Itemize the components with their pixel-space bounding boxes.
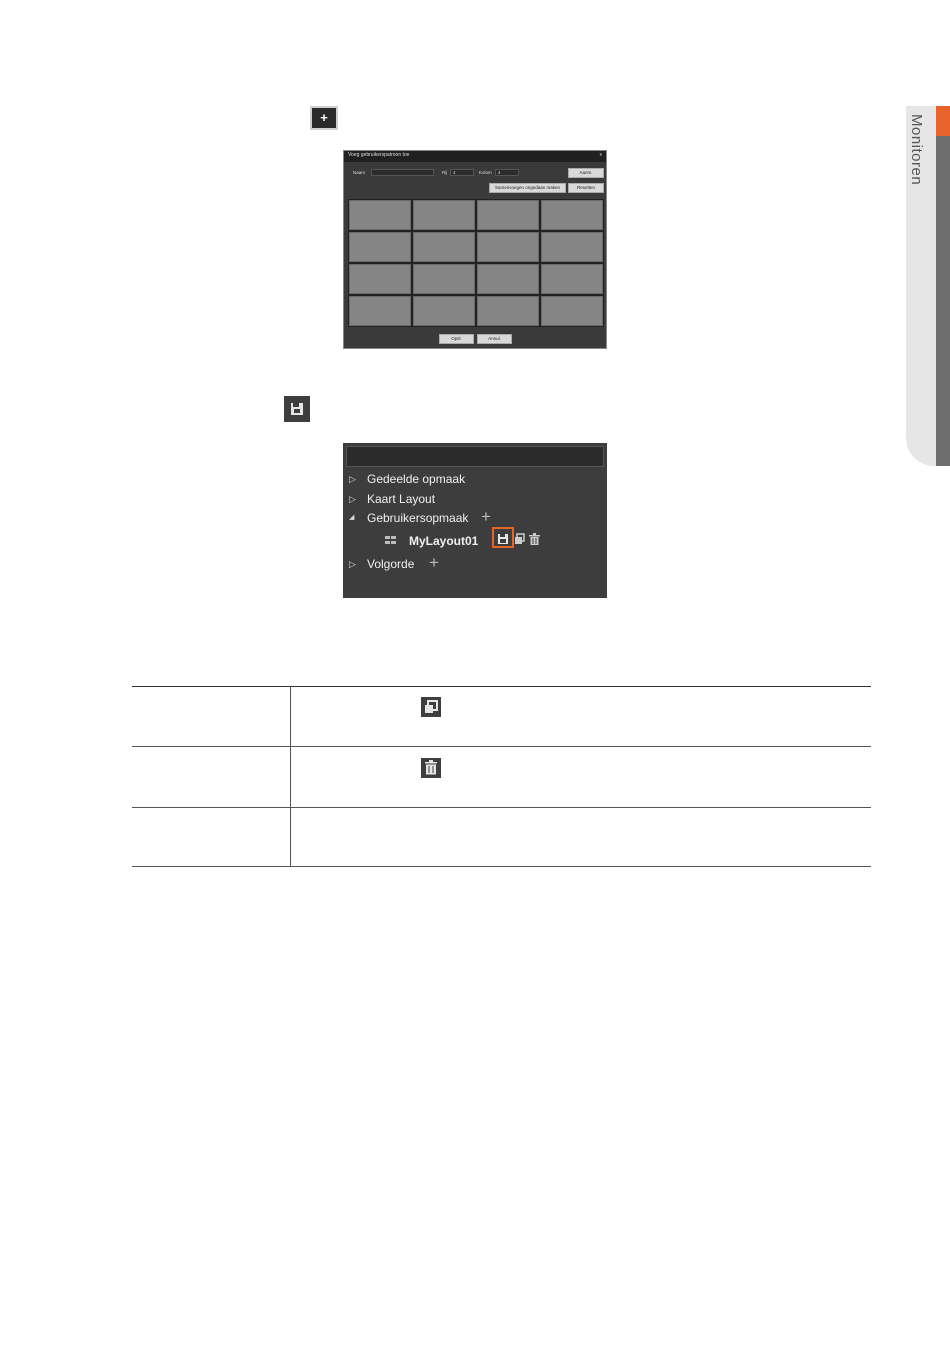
merge-undo-button[interactable]: Samenvoegen ongedaan maken [489,183,566,193]
name-input[interactable] [371,169,434,176]
side-tab [906,106,950,466]
plus-icon: + [310,106,338,130]
table-bottom-border [132,866,871,867]
tree-item-shared-layout[interactable] [343,470,607,488]
tree-item-label: Kaart Layout [367,492,436,506]
grid-cell[interactable] [477,232,539,262]
expand-icon[interactable]: ▷ [349,494,356,504]
tree-item-mylayout01[interactable] [343,532,607,550]
rows-stepper[interactable]: 4 [450,169,474,176]
tree-item-label: Gedeelde opmaak [367,472,466,486]
grid-cell[interactable] [541,232,603,262]
layout-grid-icon [385,536,396,544]
tree-item-sequence[interactable] [343,555,607,573]
grid-cell[interactable] [477,264,539,294]
add-layout-icon[interactable]: + [481,507,491,526]
grid-cell[interactable] [477,296,539,326]
dialog-title: Voeg gebruikerspatroon toe [348,152,410,158]
table-top-border [132,686,871,687]
table-row-divider [132,807,871,808]
grid-cell[interactable] [349,200,411,230]
grid-cell[interactable] [349,232,411,262]
cols-label: Kolom [479,170,492,175]
side-tab-label: Monitoren [908,114,925,186]
close-icon[interactable]: x [599,152,602,158]
name-label: Naam [353,170,366,175]
layout-tree-panel [343,443,607,598]
grid-cell[interactable] [541,200,603,230]
layout-grid[interactable] [348,199,604,327]
tree-item-user-layout[interactable] [343,509,607,527]
grid-cell[interactable] [541,296,603,326]
grid-cell[interactable] [413,232,475,262]
copy-icon[interactable] [514,533,525,545]
reset-button[interactable]: Resetten [568,183,604,193]
tree-search-input[interactable] [346,446,604,467]
tree-item-map-layout[interactable] [343,490,607,508]
table-row-divider [132,746,871,747]
grid-cell[interactable] [541,264,603,294]
side-tab-bar [936,136,950,466]
expand-icon[interactable]: ▷ [349,559,356,569]
save-icon [284,396,310,422]
apply-button[interactable]: Aanm. [568,168,604,178]
grid-cell[interactable] [413,296,475,326]
grid-cell[interactable] [413,200,475,230]
add-sequence-icon[interactable]: + [429,553,439,572]
side-tab-accent [936,106,950,136]
grid-cell[interactable] [349,264,411,294]
save-button[interactable]: Opsl. [439,334,474,344]
cols-stepper[interactable]: 4 [495,169,519,176]
trash-icon[interactable] [529,533,540,545]
expand-icon[interactable]: ▷ [349,474,356,484]
grid-cell[interactable] [349,296,411,326]
table-column-divider [290,686,291,867]
grid-cell[interactable] [477,200,539,230]
copy-icon [421,697,441,717]
trash-icon [421,758,441,778]
tree-item-label: MyLayout01 [409,534,479,548]
tree-item-label: Volgorde [367,557,415,571]
cancel-button[interactable]: Annul. [477,334,512,344]
save-icon[interactable] [497,533,509,545]
dialog-titlebar [344,151,606,162]
grid-cell[interactable] [413,264,475,294]
add-user-pattern-dialog [343,150,607,349]
tree-item-label: Gebruikersopmaak [367,511,469,525]
rows-label: Rij [442,170,448,175]
collapse-icon[interactable]: ◢ [349,514,355,521]
